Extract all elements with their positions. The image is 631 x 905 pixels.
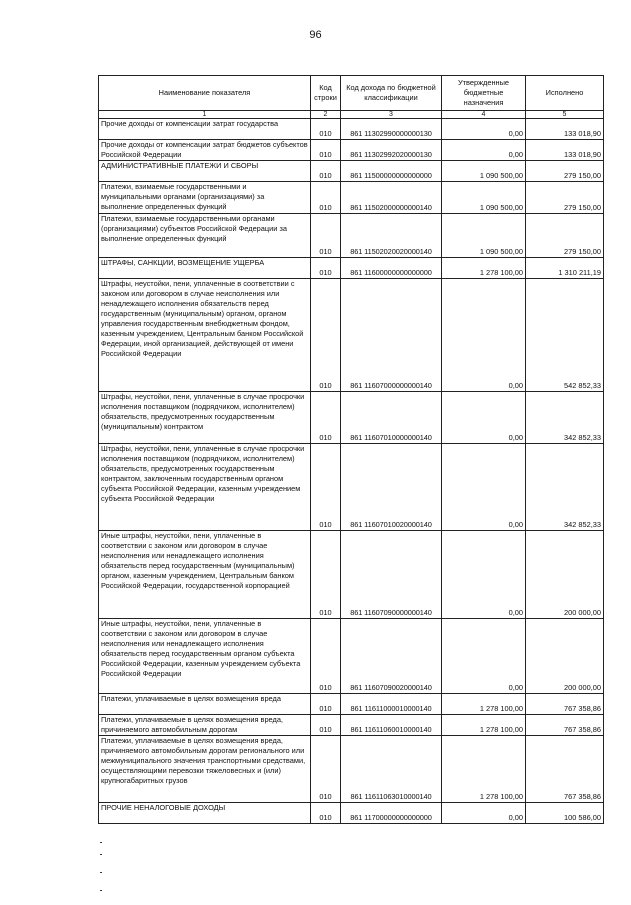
row-approved: 1 090 500,00	[442, 161, 526, 182]
row-code: 010	[311, 161, 341, 182]
row-kd: 861 11302992020000130	[341, 140, 442, 161]
row-executed: 133 018,90	[526, 119, 604, 140]
row-approved: 0,00	[442, 279, 526, 392]
header-executed: Исполнено	[526, 76, 604, 111]
row-executed: 279 150,00	[526, 161, 604, 182]
page-number: 96	[309, 29, 322, 41]
table-row	[99, 182, 604, 214]
row-code: 010	[311, 694, 341, 715]
row-code: 010	[311, 392, 341, 444]
row-approved: 0,00	[442, 803, 526, 824]
row-kd: 861 11611063010000140	[341, 736, 442, 803]
table-row	[99, 140, 604, 161]
row-name: ПРОЧИЕ НЕНАЛОГОВЫЕ ДОХОДЫ	[99, 803, 311, 824]
row-name: Штрафы, неустойки, пени, уплаченные в случае просрочки исполнения поставщиком (подрядчиком, исполнителем) обязательств, предусмотренных государственным (муниципальным) контрактом	[99, 392, 311, 444]
row-approved: 1 278 100,00	[442, 694, 526, 715]
row-name: Платежи, уплачиваемые в целях возмещения вреда	[99, 694, 311, 715]
row-kd: 861 11607010000000140	[341, 392, 442, 444]
header-number: 5	[526, 111, 604, 119]
row-code: 010	[311, 182, 341, 214]
header-number: 2	[311, 111, 341, 119]
row-approved: 1 278 100,00	[442, 736, 526, 803]
header-number: 1	[99, 111, 311, 119]
row-code: 010	[311, 444, 341, 531]
row-executed: 279 150,00	[526, 214, 604, 258]
row-approved: 0,00	[442, 140, 526, 161]
table-row	[99, 619, 604, 694]
row-code: 010	[311, 119, 341, 140]
row-executed: 342 852,33	[526, 392, 604, 444]
row-kd: 861 11611000010000140	[341, 694, 442, 715]
row-kd: 861 11502020020000140	[341, 214, 442, 258]
row-executed: 767 358,86	[526, 715, 604, 736]
row-code: 010	[311, 258, 341, 279]
row-code: 010	[311, 140, 341, 161]
row-name: Иные штрафы, неустойки, пени, уплаченные в соответствии с законом или договором в случае неисполнения или ненадлежащего исполнения обязательств перед государственным (муниципальным) органом, казенным учреждением, Центральным банком Российской Федерации, государственной корпорацией	[99, 531, 311, 619]
table-row	[99, 531, 604, 619]
row-approved: 0,00	[442, 119, 526, 140]
row-kd: 861 11607090020000140	[341, 619, 442, 694]
row-kd: 861 11607010020000140	[341, 444, 442, 531]
row-executed: 767 358,86	[526, 694, 604, 715]
row-name: Платежи, уплачиваемые в целях возмещения вреда, причиняемого автомобильным дорогам регионального или межмуниципального значения транспортными средствами, осуществляющими перевозки тяжеловесных и (или) крупногабаритных грузов	[99, 736, 311, 803]
row-name: Прочие доходы от компенсации затрат бюджетов субъектов Российской Федерации	[99, 140, 311, 161]
row-executed: 100 586,00	[526, 803, 604, 824]
table-row	[99, 715, 604, 736]
row-code: 010	[311, 715, 341, 736]
row-approved: 0,00	[442, 444, 526, 531]
row-executed: 542 852,33	[526, 279, 604, 392]
row-approved: 1 090 500,00	[442, 214, 526, 258]
row-executed: 200 000,00	[526, 619, 604, 694]
row-executed: 342 852,33	[526, 444, 604, 531]
table-header-row	[99, 76, 604, 111]
row-approved: 1 278 100,00	[442, 715, 526, 736]
row-name: Платежи, уплачиваемые в целях возмещения вреда, причиняемого автомобильным дорогам	[99, 715, 311, 736]
row-name: Иные штрафы, неустойки, пени, уплаченные в соответствии с законом или договором в случае неисполнения или ненадлежащего исполнения обязательств перед государственным органом субъекта Российской Федерации, казенным учреждением субъекта Российской Федерации	[99, 619, 311, 694]
row-name: Прочие доходы от компенсации затрат государства	[99, 119, 311, 140]
table-row	[99, 214, 604, 258]
row-executed: 133 018,90	[526, 140, 604, 161]
row-executed: 1 310 211,19	[526, 258, 604, 279]
table-row	[99, 279, 604, 392]
row-executed: 279 150,00	[526, 182, 604, 214]
row-name: Платежи, взимаемые государственными и муниципальными органами (организациями) за выполнение определенных функций	[99, 182, 311, 214]
row-kd: 861 11302990000000130	[341, 119, 442, 140]
header-approved: Утвержденные бюджетные назначения	[442, 76, 526, 111]
row-kd: 861 11700000000000000	[341, 803, 442, 824]
row-approved: 0,00	[442, 531, 526, 619]
row-kd: 861 11600000000000000	[341, 258, 442, 279]
row-kd: 861 11502000000000140	[341, 182, 442, 214]
header-kd: Код дохода по бюджетной классификации	[341, 76, 442, 111]
row-kd: 861 11607090000000140	[341, 531, 442, 619]
table-row	[99, 392, 604, 444]
header-number: 4	[442, 111, 526, 119]
table-row	[99, 694, 604, 715]
row-code: 010	[311, 736, 341, 803]
scan-dot	[100, 890, 102, 891]
row-name: Платежи, взимаемые государственными органами (организациями) субъектов Российской Федерации за выполнение определенных функций	[99, 214, 311, 258]
header-number: 3	[341, 111, 442, 119]
table-row	[99, 444, 604, 531]
budget-income-table	[98, 75, 604, 824]
row-approved: 1 090 500,00	[442, 182, 526, 214]
table-header-number-row	[99, 111, 604, 119]
row-executed: 767 358,86	[526, 736, 604, 803]
scan-dot	[100, 872, 102, 873]
row-code: 010	[311, 214, 341, 258]
row-kd: 861 11611060010000140	[341, 715, 442, 736]
table-row	[99, 119, 604, 140]
header-name: Наименование показателя	[99, 76, 311, 111]
row-approved: 0,00	[442, 619, 526, 694]
header-code: Код строки	[311, 76, 341, 111]
table-row	[99, 258, 604, 279]
row-code: 010	[311, 279, 341, 392]
row-code: 010	[311, 803, 341, 824]
row-executed: 200 000,00	[526, 531, 604, 619]
row-name: Штрафы, неустойки, пени, уплаченные в соответствии с законом или договором в случае неисполнения или ненадлежащего исполнения обязательств перед государственным (муниципальным) органом, органом управления государственным внебюджетным фондом, казенным учреждением, Центральным банком Российской Федерации, иной организацией, действующей от имени Российской Федерации	[99, 279, 311, 392]
row-name: Штрафы, неустойки, пени, уплаченные в случае просрочки исполнения поставщиком (подрядчиком, исполнителем) обязательств, предусмотренных государственным контрактом, заключенным государственным органом субъекта Российской Федерации, казенным учреждением субъекта Российской Федерации	[99, 444, 311, 531]
row-name: АДМИНИСТРАТИВНЫЕ ПЛАТЕЖИ И СБОРЫ	[99, 161, 311, 182]
row-kd: 861 11500000000000000	[341, 161, 442, 182]
table-row	[99, 161, 604, 182]
row-approved: 0,00	[442, 392, 526, 444]
row-name: ШТРАФЫ, САНКЦИИ, ВОЗМЕЩЕНИЕ УЩЕРБА	[99, 258, 311, 279]
row-code: 010	[311, 531, 341, 619]
scan-dot	[100, 842, 102, 843]
table-row	[99, 803, 604, 824]
row-approved: 1 278 100,00	[442, 258, 526, 279]
row-code: 010	[311, 619, 341, 694]
table-row	[99, 736, 604, 803]
scan-dot	[100, 854, 102, 855]
row-kd: 861 11607000000000140	[341, 279, 442, 392]
